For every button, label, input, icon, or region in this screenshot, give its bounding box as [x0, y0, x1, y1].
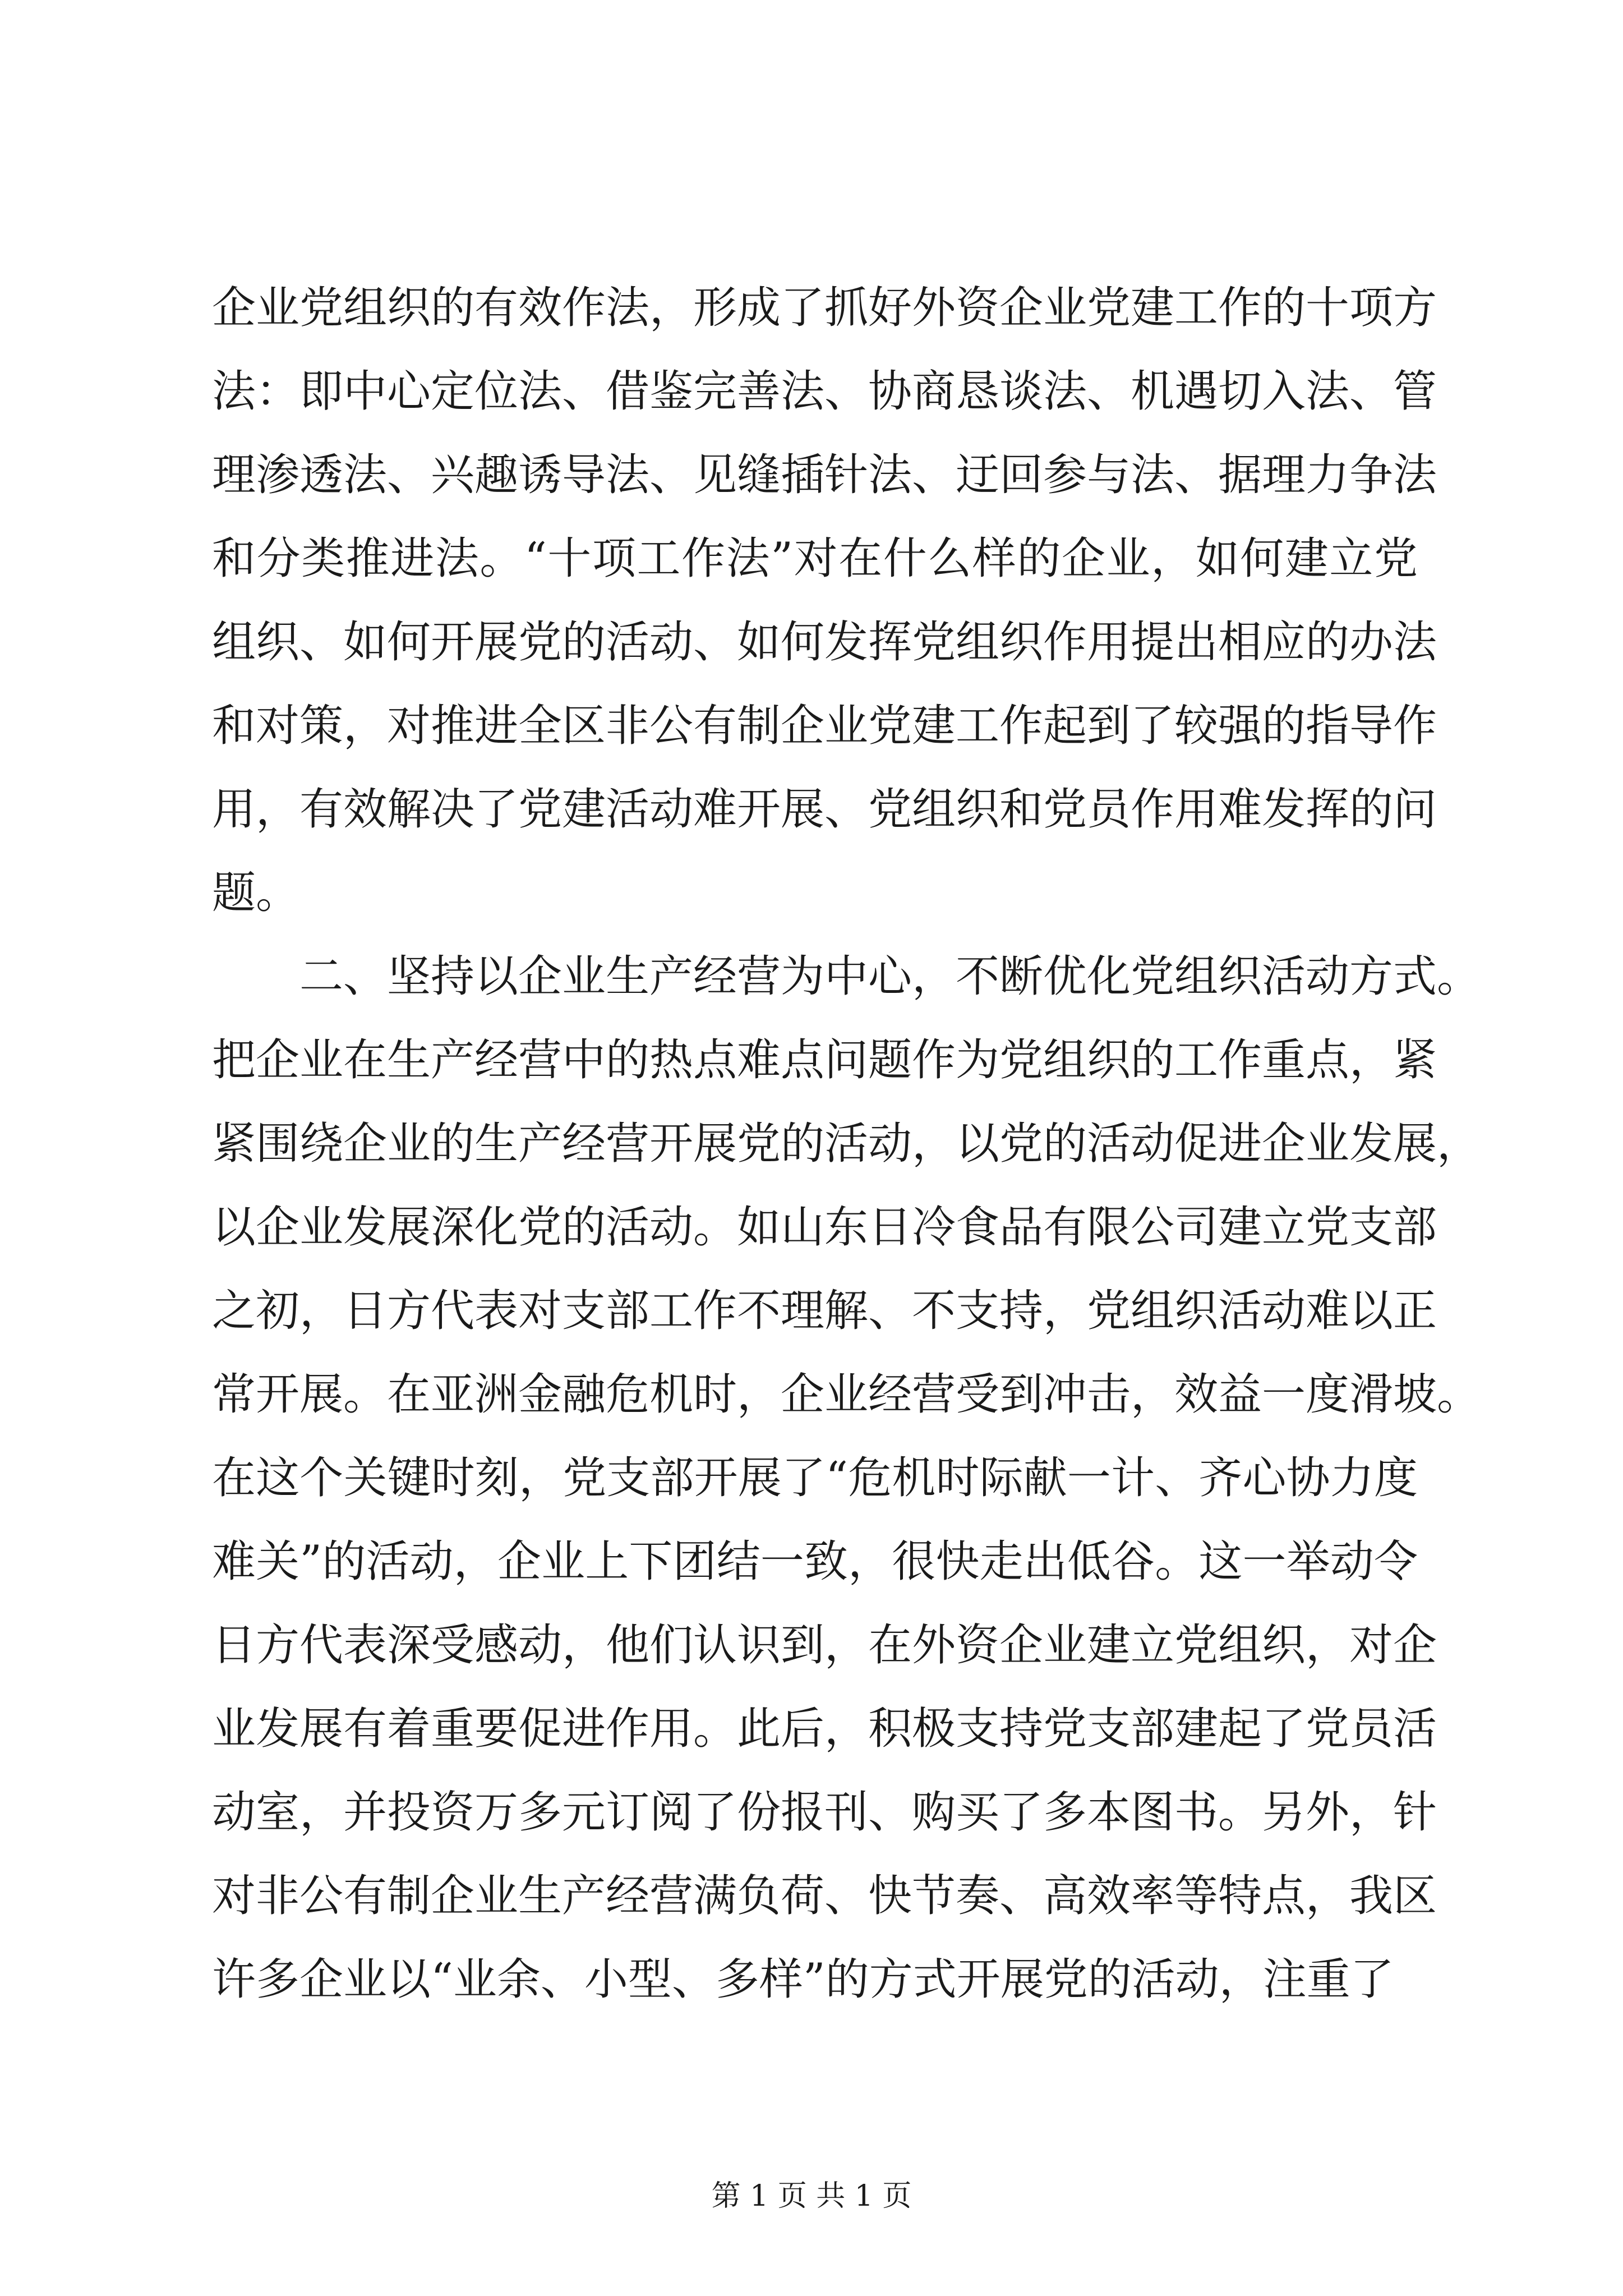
text-line: 法：即中心定位法、借鉴完善法、协商恳谈法、机遇切入法、管: [212, 366, 1437, 417]
text-line: 日方代表深受感动，他们认识到，在外资企业建立党组织，对企: [212, 1620, 1437, 1671]
text-line: 理渗透法、兴趣诱导法、见缝插针法、迂回参与法、据理力争法: [212, 450, 1437, 500]
text-line: 动室，并投资万多元订阅了份报刊、购买了多本图书。另外，针: [212, 1787, 1437, 1838]
text-line: 紧围绕企业的生产经营开展党的活动，以党的活动促进企业发展，: [212, 1119, 1481, 1169]
text-line: 之初，日方代表对支部工作不理解、不支持，党组织活动难以正: [212, 1286, 1437, 1336]
text-line: 以企业发展深化党的活动。如山东日冷食品有限公司建立党支部: [212, 1202, 1437, 1253]
body-text: [212, 266, 1481, 2022]
text-line: 常开展。在亚洲金融危机时，企业经营受到冲击，效益一度滑坡。: [212, 1369, 1481, 1420]
text-line: 在这个关键时刻，党支部开展了“危机时际献一计、齐心协力度: [212, 1453, 1418, 1503]
text-line: 和对策，对推进全区非公有制企业党建工作起到了较强的指导作: [212, 701, 1437, 751]
text-line: 业发展有着重要促进作用。此后，积极支持党支部建起了党员活: [212, 1704, 1437, 1754]
section-heading-line: 二、坚持以企业生产经营为中心，不断优化党组织活动方式。: [299, 951, 1481, 1002]
text-line: 和分类推进法。“十项工作法”对在什么样的企业，如何建立党: [212, 533, 1418, 584]
page-footer: 第 1 页 共 1 页: [711, 2179, 912, 2213]
text-line: 企业党组织的有效作法，形成了抓好外资企业党建工作的十项方: [212, 283, 1437, 333]
text-line: 题。: [212, 868, 300, 918]
text-line: 用，有效解决了党建活动难开展、党组织和党员作用难发挥的问: [212, 784, 1437, 835]
text-line: 难关”的活动，企业上下团结一致，很快走出低谷。这一举动令: [212, 1536, 1418, 1587]
text-line: 许多企业以“业余、小型、多样”的方式开展党的活动，注重了: [212, 1954, 1394, 2005]
text-line: 组织、如何开展党的活动、如何发挥党组织作用提出相应的办法: [212, 617, 1437, 668]
text-line: 把企业在生产经营中的热点难点问题作为党组织的工作重点，紧: [212, 1035, 1437, 1085]
text-line: 对非公有制企业生产经营满负荷、快节奏、高效率等特点，我区: [212, 1871, 1437, 1921]
